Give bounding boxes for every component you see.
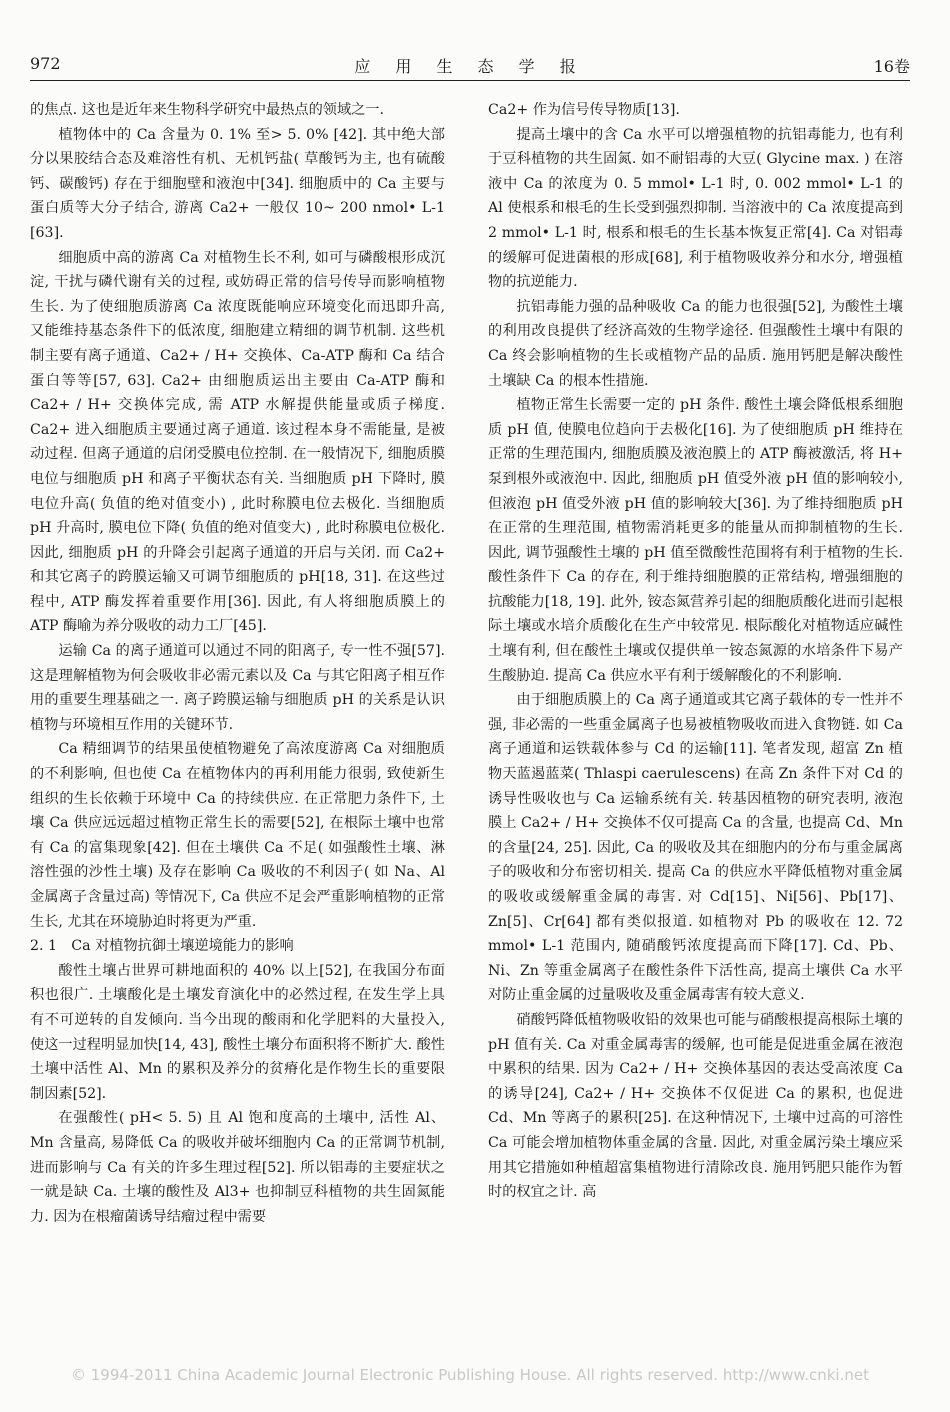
paragraph: 提高土壤中的含 Ca 水平可以增强植物的抗铝毒能力, 也有利于豆科植物的共生固氮. 如不耐铝毒的大豆( Glycine max. ) 在溶液中 Ca 的浓度为 0. 5 mmol• L-1 时, 0. 002 mmol• L-1 的 Al 使根系和根毛的生长受到强烈抑制. 当溶液中的 Ca 浓度提高到 2 mmol• L-1 时, 根系和根毛的生长基本恢复正常[4]. Ca 对铝毒的缓解可促进菌根的形成[68], 利于植物吸收养分和水分, 增强植物的抗逆能力. [488, 126, 903, 291]
page-header [30, 54, 910, 80]
paragraph: Ca 精细调节的结果虽使植物避免了高浓度游离 Ca 对细胞质的不利影响, 但也使 Ca 在植物体内的再利用能力很弱, 致使新生组织的生长依赖于环境中 Ca 的持续供应. 在正常肥力条件下, 土壤 Ca 供应远远超过植物正常生长的需要[52], 在根际土壤中也常有 Ca 的富集现象[42]. 但在土壤供 Ca 不足( 如强酸性土壤、淋溶性强的沙性土壤) 及存在影响 Ca 吸收的不利因子( 如 Na、Al 金属离子含量过高) 等情况下, Ca 供应不足会严重影响植物的正常生长, 尤其在环境胁迫时将更为严重. [30, 741, 445, 930]
paragraph: 植物体中的 Ca 含量为 0. 1% 至> 5. 0% [42]. 其中绝大部分以果胶结合态及难溶性有机、无机钙盐( 草酸钙为主, 也有硫酸钙、碳酸钙) 存在于细胞壁和液泡中[34]. 细胞质中的 Ca 主要与蛋白质等大分子结合, 游离 Ca2+ 一般仅 10~ 200 nmol• L-1 [63]. [30, 126, 445, 241]
paragraph: 细胞质中高的游离 Ca 对植物生长不利, 如可与磷酸根形成沉淀, 干扰与磷代谢有关的过程, 或妨碍正常的信号传导而影响植物生长. 为了使细胞质游离 Ca 浓度既能响应环境变化而迅即升高, 又能维持基态条件下的低浓度, 细胞建立精细的调节机制. 这些机制主要有离子通道、Ca2+ / H+ 交换体、Ca-ATP 酶和 Ca 结合蛋白等等[57, 63]. Ca2+ 由细胞质运出主要由 Ca-ATP 酶和 Ca2+ / H+ 交换体完成, 需 ATP 水解提供能量或质子梯度. Ca2+ 进入细胞质主要通过离子通道. 该过程本身不需能量, 是被动过程. 但离子通道的启闭受膜电位控制. 在一般情况下, 细胞质膜电位与细胞质 pH 和离子平衡状态有关. 当细胞质 pH 下降时, 膜电位升高( 负值的绝对值变小) , 此时称膜电位去极化. 当细胞质 pH 升高时, 膜电位下降( 负值的绝对值变大) , 此时称膜电位极化. 因此, 细胞质 pH 的升降会引起离子通道的开启与关闭. 而 Ca2+ 和其它离子的跨膜运输又可调节细胞质的 pH[18, 31]. 在这些过程中, ATP 酶发挥着重要作用[36]. 因此, 有人将细胞质膜上的 ATP 酶喻为养分吸收的动力工厂[45]. [30, 249, 445, 635]
paragraph: 抗铝毒能力强的品种吸收 Ca 的能力也很强[52], 为酸性土壤的利用改良提供了经济高效的生物学途径. 但强酸性土壤中有限的 Ca 终会影响植物的生长或植物产品的品质. 施用钙肥是解决酸性土壤缺 Ca 的根本性措施. [488, 298, 903, 389]
paragraph: 运输 Ca 的离子通道可以通过不同的阳离子, 专一性不强[57]. 这是理解植物为何会吸收非必需元素以及 Ca 与其它阳离子相互作用的重要生理基础之一. 离子跨膜运输与细胞质 pH 的关系是认识植物与环境相互作用的关键环节. [30, 643, 445, 733]
paragraph: 的焦点. 这也是近年来生物科学研究中最热点的领域之一. [30, 102, 385, 118]
right-column [488, 98, 903, 1205]
paragraph: 在强酸性( pH< 5. 5) 且 Al 饱和度高的土壤中, 活性 Al、Mn 含量高, 易降低 Ca 的吸收并破坏细胞内 Ca 的正常调节机制, 进而影响与 Ca 有关的许多生理过程[52]. 所以铝毒的主要症状之一就是缺 Ca. 土壤的酸性及 Al3+ 也抑制豆科植物的共生固氮能力. 因为在根瘤菌诱导结瘤过程中需要 [30, 1110, 445, 1225]
paragraph: Ca2+ 作为信号传导物质[13]. [488, 102, 680, 118]
journal-title: 应 用 生 态 学 报 [354, 57, 586, 76]
copyright-watermark: © 1994-2011 China Academic Journal Electronic Publishing House. All rights reserved. http://www.cnki.net [71, 1366, 869, 1384]
paragraph: 由于细胞质膜上的 Ca 离子通道或其它离子载体的专一性并不强, 非必需的一些重金属离子也易被植物吸收而进入食物链. 如 Ca 离子通道和运铁载体参与 Cd 的运输[11]. 笔者发现, 超富 Zn 植物天蓝遏蓝菜( Thlaspi caerulescens) 在高 Zn 条件下对 Cd 的诱导性吸收也与 Ca 运输系统有关. 转基因植物的研究表明, 液泡膜上 Ca2+ / H+ 交换体不仅可提高 Ca 的含量, 也提高 Cd、Mn 的含量[24, 25]. 因此, Ca 的吸收及其在细胞内的分布与重金属离子的吸收和分布密切相关. 提高 Ca 的供应水平降低植物对重金属的吸收或缓解重金属的毒害. 对 Cd[15]、Ni[56]、Pb[17]、Zn[5]、Cr[64] 都有类似报道. 如植物对 Pb 的吸收在 12. 72 mmol• L-1 范围内, 随硝酸钙浓度提高而下降[17]. Cd、Pb、Ni、Zn 等重金属离子在酸性条件下活性高, 提高土壤供 Ca 水平对防止重金属的过量吸收及重金属毒害有较大意义. [488, 692, 903, 1004]
page-number: 972 [30, 54, 61, 73]
left-column [30, 98, 445, 1229]
paragraph: 植物正常生长需要一定的 pH 条件. 酸性土壤会降低根系细胞质 pH 值, 使膜电位趋向于去极化[16]. 为了使细胞质 pH 维持在正常的生理范围内, 细胞质膜及液泡膜上的 ATP 酶被激活, 将 H+ 泵到根外或液泡中. 因此, 细胞质 pH 值受外液 pH 值的影响较小, 但液泡 pH 值受外液 pH 值的影响较大[36]. 为了维持细胞质 pH 在正常的生理范围, 植物需消耗更多的能量从而抑制植物的生长. 因此, 调节强酸性土壤的 pH 值至微酸性范围将有利于植物的生长. 酸性条件下 Ca 的存在, 利于维持细胞膜的正常结构, 增强细胞的抗酸能力[18, 19]. 此外, 铵态氮营养引起的细胞质酸化进而引起根际土壤或水培介质酸化在生产中较常见. 根际酸化对植物适应碱性土壤有利, 但在酸性土壤或仅提供单一铵态氮源的水培条件下易产生酸胁迫. 提高 Ca 供应水平有利于缓解酸化的不利影响. [488, 397, 903, 684]
section-heading: 2. 1 Ca 对植物抗御土壤逆境能力的影响 [30, 938, 294, 955]
header-rule [30, 80, 910, 81]
volume-label: 16卷 [873, 57, 910, 76]
paragraph: 酸性土壤占世界可耕地面积的 40% 以上[52], 在我国分布面积也很广. 土壤酸化是土壤发育演化中的必然过程, 在发生学上具有不可逆转的自发倾向. 当今出现的酸雨和化学肥料的大量投入, 使这一过程明显加快[14, 43], 酸性土壤分布面积将不断扩大. 酸性土壤中活性 Al、Mn 的累积及养分的贫瘠化是作物生长的重要限制因素[52]. [30, 962, 445, 1102]
paragraph: 硝酸钙降低植物吸收铅的效果也可能与硝酸根提高根际土壤的 pH 值有关. Ca 对重金属毒害的缓解, 也可能是促进重金属在液泡中累积的结果. 因为 Ca2+ / H+ 交换体基因的表达受高浓度 Ca 的诱导[24], Ca2+ / H+ 交换体不仅促进 Ca 的累积, 也促进 Cd、Mn 等离子的累积[25]. 在这种情况下, 土壤中过高的可溶性 Ca 可能会增加植物体重金属的含量. 因此, 对重金属污染土壤应采用其它措施如种植超富集植物进行清除改良. 施用钙肥只能作为暂时的权宜之计. 高 [488, 1011, 903, 1201]
